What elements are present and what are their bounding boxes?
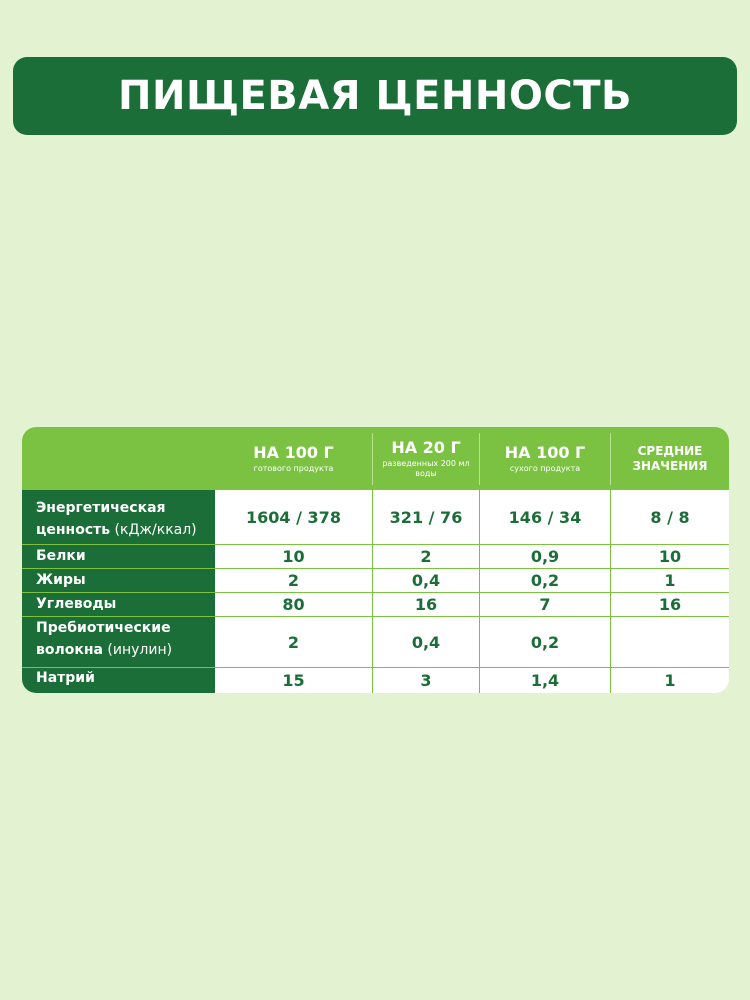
row-label-protein [36,545,86,567]
cell-fat-100g-ready: 2 [287,571,300,590]
cell-energy-20g: 321 / 76 [389,507,463,527]
page-title: ПИЩЕВАЯ ЦЕННОСТЬ [118,73,632,119]
cell-energy-100g-ready: 1604 / 378 [246,507,341,527]
row-label-text: ценность [36,522,111,538]
row-label-text: Энергетическая [36,500,166,516]
row-label-text: Натрий [36,670,95,686]
cell-protein-20g: 2 [420,547,432,566]
cell-protein-100g-ready: 10 [282,547,305,566]
cell-fiber-100g-ready: 2 [287,632,300,652]
row-label-text: Жиры [36,572,86,588]
row-label-unit: (инулин) [102,642,173,658]
column-header-per-100g-dry [480,427,610,490]
cell-fiber-20g: 0,4 [411,632,441,652]
cell-sodium-average: 1 [664,670,676,690]
cell-fat-100g-dry: 0,2 [530,571,560,590]
row-label-text: Белки [36,548,86,564]
column-header-subtitle: готового продукта [253,464,334,473]
row-label-fat [36,569,86,591]
title-banner [13,57,737,135]
row-label-text: Углеводы [36,596,117,612]
row-label-carbs [36,593,116,615]
column-header-title: НА 100 Г [504,443,586,462]
row-label-fiber [36,617,172,661]
column-header-title: НА 20 Г [391,438,461,457]
cell-sodium-20g: 3 [420,670,432,690]
cell-protein-average: 10 [658,547,682,566]
cell-energy-average: 8 / 8 [650,507,690,527]
column-header-average [611,427,729,490]
row-label-sodium [36,667,95,689]
cell-carbs-average: 16 [658,595,682,614]
column-header-subtitle: разведенных 200 мл воды [382,459,470,478]
cell-fat-average: 1 [664,571,676,590]
column-header-subtitle: сухого продукта [509,464,581,473]
column-header-per-100g-ready [215,427,372,490]
cell-carbs-100g-dry: 7 [539,595,551,614]
row-label-energy [36,497,197,541]
cell-sodium-100g-ready: 15 [282,670,305,690]
column-header-title: СРЕДНИЕ ЗНАЧЕНИЯ [632,443,708,473]
row-label-text: волокна [36,642,103,658]
row-label-unit: (кДж/ккал) [110,522,197,538]
cell-energy-100g-dry: 146 / 34 [508,507,582,527]
table-header [22,427,729,490]
cell-fiber-average [611,617,729,667]
nutrition-table [22,427,729,693]
column-header-per-20g [373,427,479,490]
row-label-text: Пребиотические [36,620,171,636]
cell-fiber-100g-dry: 0,2 [530,632,560,652]
cell-fat-20g: 0,4 [411,571,441,590]
cell-carbs-20g: 16 [414,595,438,614]
cell-protein-100g-dry: 0,9 [530,547,560,566]
cell-carbs-100g-ready: 80 [282,595,305,614]
cell-sodium-100g-dry: 1,4 [530,670,560,690]
column-header-title: НА 100 Г [253,443,334,462]
